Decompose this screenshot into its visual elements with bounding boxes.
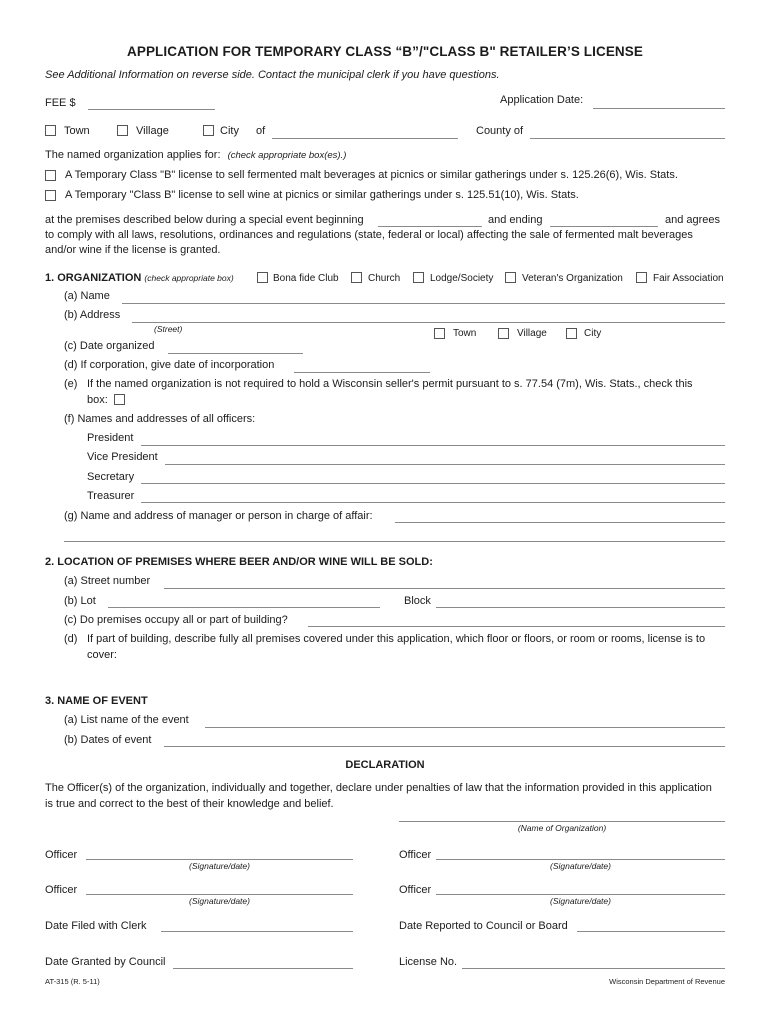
fee-label: FEE $ [45,97,76,109]
town-checkbox[interactable] [45,125,56,136]
applies-for-label [45,149,346,161]
block-field[interactable] [436,607,725,608]
org-address-label: (b) Address [64,309,121,321]
street-caption: (Street) [154,324,183,334]
application-date-label: Application Date: [500,94,584,106]
applies-for-note: (check appropriate box(es).) [227,150,347,161]
incorporation-date-field[interactable] [294,372,430,373]
municipality-name-field[interactable] [272,138,458,139]
declaration-heading: DECLARATION [345,759,425,771]
manager-label: (g) Name and address of manager or person in charge of affair: [64,510,373,522]
application-date-field[interactable] [593,108,725,109]
event-name-label: (a) List name of the event [64,714,189,726]
street-number-field[interactable] [164,588,725,589]
officer-3-signature-caption: (Signature/date) [189,896,250,906]
officer-2-signature-field[interactable] [436,859,725,860]
village-checkbox[interactable] [117,125,128,136]
officer-4-label: Officer [399,884,432,896]
officer-1-signature-field[interactable] [86,859,353,860]
city-checkbox[interactable] [203,125,214,136]
premises-cover-label: cover: [87,649,117,661]
officer-3-label: Officer [45,884,78,896]
declaration-text-line-2: is true and correct to the best of their knowledge and belief. [45,798,334,810]
officer-3-signature-field[interactable] [86,894,353,895]
declaration-text-line-1: The Officer(s) of the organization, individually and together, declare under penalties of law that the information provided in this application [45,782,712,794]
bona-fide-club-label: Bona fide Club [273,273,339,284]
event-dates-field[interactable] [164,746,725,747]
street-number-label: (a) Street number [64,575,151,587]
granted-text: and/or wine if the license is granted. [45,244,221,256]
officer-1-signature-caption: (Signature/date) [189,861,250,871]
event-beginning-label: at the premises described below during a special event beginning [45,214,364,226]
event-ending-label: and ending [488,214,543,226]
section-3-heading: 3. NAME OF EVENT [45,695,148,707]
organization-name-caption: (Name of Organization) [517,823,607,833]
officer-2-signature-caption: (Signature/date) [550,861,611,871]
event-ending-field[interactable] [550,226,658,227]
org-village-checkbox[interactable] [498,328,509,339]
officers-label: (f) Names and addresses of all officers: [64,413,256,425]
org-name-label: (a) Name [64,290,110,302]
of-label: of [256,125,266,137]
lot-field[interactable] [108,607,380,608]
officer-4-signature-caption: (Signature/date) [550,896,611,906]
fee-field[interactable] [88,109,215,110]
fair-association-checkbox[interactable] [636,272,647,283]
sellers-permit-box-label: box: [87,394,108,406]
secretary-field[interactable] [141,483,725,484]
county-field[interactable] [530,138,725,139]
lodge-society-label: Lodge/Society [430,273,494,284]
event-beginning-field[interactable] [378,226,482,227]
town-label: Town [64,125,90,137]
village-label: Village [136,125,169,137]
county-label: County of [476,125,524,137]
premises-building-label: (c) Do premises occupy all or part of building? [64,614,288,626]
premises-description-text: If part of building, describe fully all premises covered under this application, which floor or floors, or room or rooms, license is to [87,633,706,645]
date-reported-label: Date Reported to Council or Board [399,920,568,932]
treasurer-field[interactable] [141,502,725,503]
org-town-checkbox[interactable] [434,328,445,339]
date-filed-label: Date Filed with Clerk [45,920,147,932]
president-label: President [87,432,134,444]
event-name-field[interactable] [205,727,725,728]
date-organized-label: (c) Date organized [64,340,155,352]
section-1-heading [45,272,234,284]
date-reported-field[interactable] [577,931,725,932]
org-name-field[interactable] [122,303,725,304]
secretary-label: Secretary [87,471,135,483]
org-village-label: Village [517,328,547,339]
date-filed-field[interactable] [161,931,353,932]
wine-license-checkbox[interactable] [45,190,56,201]
officer-4-signature-field[interactable] [436,894,725,895]
form-number: AT-315 (R. 5-11) [45,977,100,986]
block-label: Block [404,595,431,607]
date-organized-field[interactable] [168,353,303,354]
officer-1-label: Officer [45,849,78,861]
org-address-field[interactable] [132,322,725,323]
org-town-label: Town [453,328,477,339]
license-no-field[interactable] [462,968,725,969]
manager-field[interactable] [395,522,725,523]
manager-field-line-2[interactable] [64,541,725,542]
malt-beverage-license-checkbox[interactable] [45,170,56,181]
treasurer-label: Treasurer [87,490,135,502]
date-granted-field[interactable] [173,968,353,969]
organization-note: (check appropriate box) [144,273,234,283]
veterans-organization-label: Veteran's Organization [522,273,623,284]
malt-beverage-license-label: A Temporary Class "B" license to sell fermented malt beverages at picnics or similar gatherings under s. 125.26(6), Wis. Stats. [65,169,678,181]
lot-label: (b) Lot [64,595,96,607]
premises-description-prefix: (d) [64,633,78,645]
sellers-permit-checkbox[interactable] [114,394,125,405]
section-2-heading: 2. LOCATION OF PREMISES WHERE BEER AND/OR WINE WILL BE SOLD: [45,556,433,568]
applies-for-text: The named organization applies for: [45,149,221,161]
church-label: Church [368,273,401,284]
veterans-organization-checkbox[interactable] [505,272,516,283]
fair-association-label: Fair Association [653,273,724,284]
president-field[interactable] [141,445,725,446]
officer-2-label: Officer [399,849,432,861]
event-dates-label: (b) Dates of event [64,734,152,746]
premises-building-field[interactable] [308,626,725,627]
form-title: APPLICATION FOR TEMPORARY CLASS “B”/"CLASS B" RETAILER’S LICENSE [127,44,643,59]
sellers-permit-text: If the named organization is not required to hold a Wisconsin seller's permit pursuant to s. 77.54 (7m), Wis. Stats., check this [87,378,693,390]
form-subtitle: See Additional Information on reverse side. Contact the municipal clerk if you have questions. [45,69,500,81]
church-checkbox[interactable] [351,272,362,283]
organization-name-field[interactable] [399,821,725,822]
vice-president-field[interactable] [165,464,725,465]
org-city-checkbox[interactable] [566,328,577,339]
vice-president-label: Vice President [87,451,158,463]
license-no-label: License No. [399,956,458,968]
org-city-label: City [584,328,602,339]
incorporation-date-label: (d) If corporation, give date of incorporation [64,359,275,371]
city-label: City [220,125,239,137]
agrees-label: and agrees [665,214,721,226]
date-granted-label: Date Granted by Council [45,956,166,968]
wine-license-label: A Temporary "Class B" license to sell wine at picnics or similar gatherings under s. 125.51(10), Wis. Stats. [65,189,579,201]
bona-fide-club-checkbox[interactable] [257,272,268,283]
comply-text: to comply with all laws, resolutions, ordinances and regulations (state, federal or local) affecting the sale of fermented malt beverages [45,229,693,241]
sellers-permit-prefix: (e) [64,378,78,390]
agency-name: Wisconsin Department of Revenue [609,977,725,986]
organization-heading: 1. ORGANIZATION [45,272,142,284]
lodge-society-checkbox[interactable] [413,272,424,283]
